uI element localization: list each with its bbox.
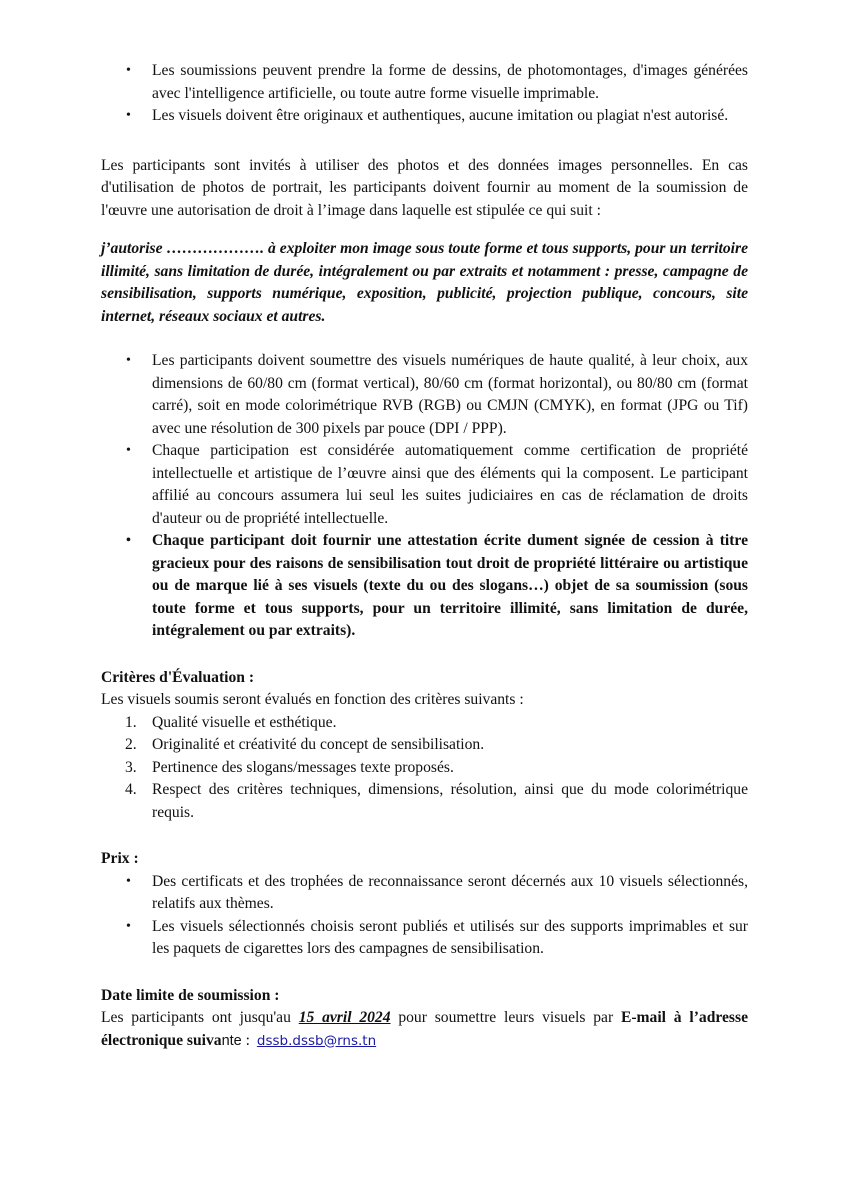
bullet-item: • Les soumissions peuvent prendre la forme de dessins, de photomontages, d'images générées avec l'intelligence artificielle, ou toute autre forme visuelle imprimable. xyxy=(101,60,748,105)
email-instruction: E-mail à l’adresse électronique suiva xyxy=(101,1009,748,1049)
item-text: Respect des critères techniques, dimensions, résolution, ainsi que du mode colorimétrique requis. xyxy=(152,781,748,821)
email-instruction-tail: nte xyxy=(221,1032,242,1049)
criteria-item xyxy=(101,779,748,824)
deadline-text: Les participants ont jusqu'au xyxy=(101,1009,299,1026)
email-link[interactable]: dssb.dssb@rns.tn xyxy=(256,1032,377,1049)
deadline-text: pour soumettre leurs visuels par xyxy=(390,1009,621,1026)
criteria-heading: Critères d'Évaluation : xyxy=(101,668,255,686)
criteria-intro: Les visuels soumis seront évalués en fonction des critères suivants : xyxy=(101,691,524,708)
colon: : xyxy=(241,1031,254,1049)
prizes-list xyxy=(101,871,748,961)
criteria-list xyxy=(101,712,748,825)
photo-paragraph: Les participants sont invités à utiliser des photos et des données images personnelles. En cas d'utilisation de photos de portrait, les participants doivent fournir au moment de la soumission de l'œuvre une autorisation de droit à l’image dans laquelle est stipulée ce qui suit : xyxy=(101,156,748,219)
deadline-heading: Date limite de soumission : xyxy=(101,986,280,1004)
authorization-text: j’autorise ………………. à exploiter mon image sous toute forme et tous supports, pour un territoire illimité, sans limitation de durée, intégralement ou par extraits et notamment : presse, campagne de sensibilisation, supports numérique, exposition, publicité, projection publique, concours, site internet, réseaux sociaux et autres. xyxy=(101,240,748,325)
deadline-date: 15 avril 2024 xyxy=(298,1009,391,1026)
item-number: 1. xyxy=(125,713,137,731)
item-number: 2. xyxy=(125,736,137,753)
criteria-item xyxy=(101,757,748,780)
intro-bullet-list xyxy=(101,60,748,128)
criteria-item xyxy=(101,734,748,757)
criteria-item xyxy=(101,712,748,735)
bullet-item-bold: • Chaque participant doit fournir une attestation écrite dument signée de cession à titre gracieux pour des raisons de sensibilisation tout droit de propriété littéraire ou artistique ou de marque lié à ses visuels (texte du ou des slogans…) objet de sa soumission (sous toute forme et tous supports, pour un territoire illimité, sans limitation de durée, intégralement ou par extraits). xyxy=(101,530,748,643)
prize-item: • Les visuels sélectionnés choisis seront publiés et utilisés sur des supports imprimables et sur les paquets de cigarettes lors des campagnes de sensibilisation. xyxy=(101,916,748,961)
item-number: 4. xyxy=(125,781,137,798)
item-text: Originalité et créativité du concept de sensibilisation. xyxy=(152,736,485,753)
prizes-heading: Prix : xyxy=(101,850,139,867)
document-page xyxy=(101,60,748,1052)
item-text: Pertinence des slogans/messages texte proposés. xyxy=(152,758,454,776)
bullet-item: • Les visuels doivent être originaux et authentiques, aucune imitation ou plagiat n'est autorisé. xyxy=(101,105,748,128)
prize-item: • Des certificats et des trophées de reconnaissance seront décernés aux 10 visuels sélectionnés, relatifs aux thèmes. xyxy=(101,871,748,916)
item-text: Qualité visuelle et esthétique. xyxy=(152,713,337,731)
requirements-bullet-list xyxy=(101,350,748,643)
item-number: 3. xyxy=(125,758,137,776)
bullet-item: • Les participants doivent soumettre des visuels numériques de haute qualité, à leur choix, aux dimensions de 60/80 cm (format vertical), 80/60 cm (format horizontal), ou 80/80 cm (format carré), soit en mode colorimétrique RVB (RGB) ou CMJN (CMYK), en format (JPG ou Tif) avec une résolution de 300 pixels par pouce (DPI / PPP). xyxy=(101,350,748,440)
bullet-item: • Chaque participation est considérée automatiquement comme certification de propriété intellectuelle et artistique de l’œuvre ainsi que des éléments qui la composent. Le participant affilié au concours assumera lui seul les suites judiciaires en cas de réclamation de droits d'auteur ou de propriété intellectuelle. xyxy=(101,440,748,530)
deadline-paragraph xyxy=(101,1007,748,1052)
